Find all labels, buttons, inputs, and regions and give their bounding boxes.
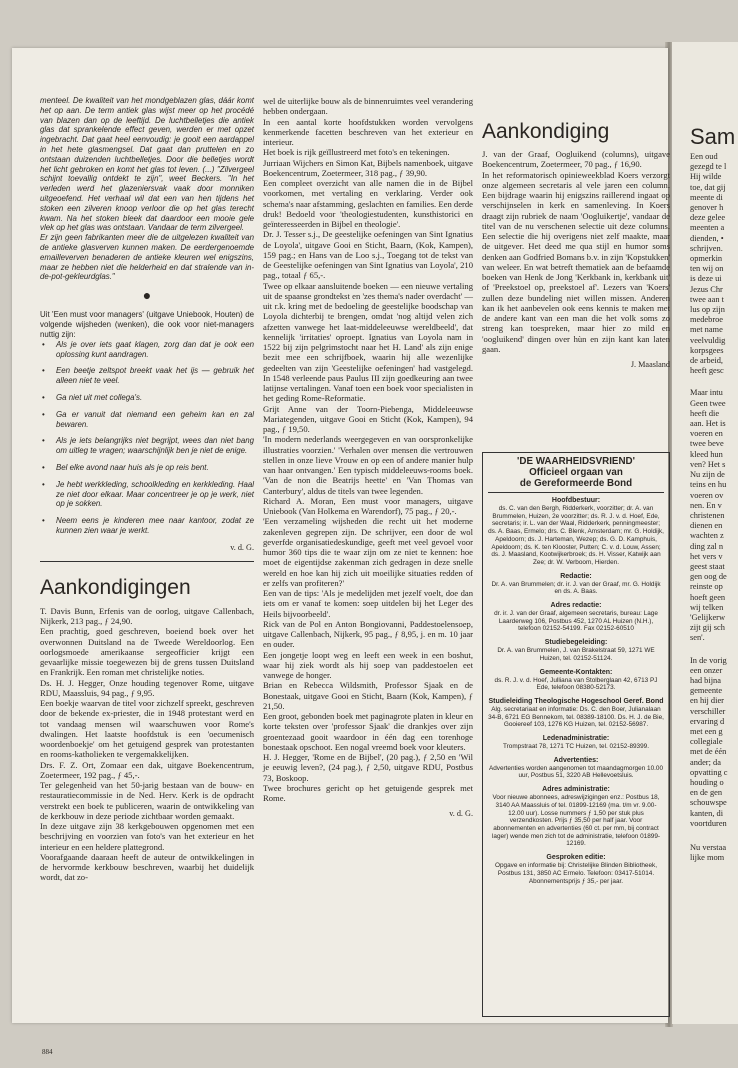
signature: v. d. G. <box>230 542 254 552</box>
tip-item: • Ga er vanuit dat niemand een geheim kan en zal bewaren. <box>40 410 254 430</box>
right-text-line: ven? Het s <box>690 459 726 469</box>
right-text-line: ten wij on <box>690 264 724 274</box>
colophon-section <box>488 853 664 885</box>
paragraph: In deze uitgave zijn 38 kerkgebouwen opgenomen met een beschrijving en voorzien van foto's van het exterieur en het interieur en een heldere plattegrond. <box>40 821 254 852</box>
right-text-block <box>690 656 727 829</box>
paragraph: 'In modern nederlands weergegeven en van oorspronkelijke illustraties voorzien.' 'Verhalen over mensen die vertrouwen stellen in onze lieve Vrouw en op een of andere manier hulp van haar ontvangen.' Een typisch middeleeuws-rooms boek. 'Van de non die Beatrijs heette' en 'Van Thomas van Canterbury', aldus de titels van twee legenden. <box>263 434 473 496</box>
page-number: 884 <box>42 1048 53 1056</box>
colophon-section-head: Redactie: <box>560 572 592 580</box>
signature: v. d. G. <box>449 809 473 819</box>
right-text-line: wachten z <box>690 531 724 541</box>
glass-article-text-2: Er zijn geen fabrikanten meer die de uitgelezen kwaliteit van de antieke glasverven kunnen maken. De eerdergenoemde emailleverven benaderen de antieke kleuren wel enigszins, maar ze hebben niet die helderheid en dat stralende van in-de-pot-gekleurdglas." <box>40 233 254 282</box>
right-text-line: had bijna <box>690 675 721 685</box>
colophon-section <box>488 496 664 567</box>
right-text-line: ervaring d <box>690 716 725 726</box>
right-page-text <box>690 152 727 863</box>
right-text-line: verschiller <box>690 706 726 716</box>
right-text-line: en de gen <box>690 788 723 798</box>
colophon-section <box>488 697 664 729</box>
colophon-section-head: Hoofdbestuur: <box>551 497 601 504</box>
colophon-section <box>488 601 664 633</box>
right-text-block <box>690 843 727 863</box>
right-text-line: nen. En v <box>690 500 722 510</box>
right-text-line: het vers v <box>690 551 723 561</box>
right-text-line: schrijven. <box>690 243 723 253</box>
right-text-block <box>690 152 727 376</box>
section-heading: Aankondigingen <box>40 575 191 599</box>
colophon-section <box>488 572 664 596</box>
right-text-line: opmerkin <box>690 254 723 264</box>
right-text-line: sen'. <box>690 633 705 643</box>
colophon-section-text: Advertenties worden aangenomen tot maandagmorgen 10.00 uur, Postbus 51, 3220 AB Hellevoetsluis. <box>488 764 664 780</box>
right-text-line: Hij wilde <box>690 172 722 182</box>
paragraph: J. van der Graaf, Oogluikend (columns), uitgave Boekencentrum, Zoetermeer, 70 pag., ƒ 16,90. <box>482 149 670 170</box>
right-text-line: teins en hu <box>690 480 727 490</box>
colophon-section-head: Adres administratie: <box>542 786 610 794</box>
paragraph: Een van de tips: 'Als je medelijden met jezelf voelt, doe dan iets om er vanaf te komen: soep uitdelen bij het Leger des Heils bijvoorbeeld'. <box>263 588 473 619</box>
right-text-line: gemeente <box>690 686 723 696</box>
paragraph: Het boek is rijk geïllustreerd met foto's en tekeningen. <box>263 147 450 158</box>
tip-item: • Bel elke avond naar huis als je op reis bent. <box>40 463 254 473</box>
colophon-section <box>488 668 664 692</box>
paragraph: In een aantal korte hoofdstukken worden vervolgens kenmerkende facetten beschreven van het exterieur en interieur. <box>263 116 473 147</box>
paragraph: In het reformatorisch opinieweekblad Koers verzorgt onze algemeen secretaris al vele jaren een column. Een bijdrage waarin hij enigszins raillerend ingaat op verschijnselen in kerk en samenleving. In Koers draagt zijn rubriek de naam 'Oogluikertje', vandaar de titel van de nu verschenen selectie uit deze columns. Een selectie die hij overigens niet zelf maakte, maar de uitgever. Het deed me qua stijl en humor soms denken aan Godfried Bomans b.v. in zijn 'Kopstukken' van weleer. En wat betreft thematiek aan de befaamde boeken van Henk de Jong 'Kerkbank in, kerkbank uit' of 'Preekstoel op, preekstoel af'. Lezers van 'Koers' zullen deze bundeling niet willen missen. Anderen kan ik het aanbevelen ook eens kennis te maken met de andere kant van een man die het volk soms zo streng kan toespreken, maar hier zo mild en 'oogluikend' dingen over hùn en zijn kant kan laten gaan. <box>482 169 670 354</box>
paragraph: Brian en Rebecca Wildsmith, Professor Sjaak en de Bonestaak, uitgave Gooi en Sticht, Baarn (Kok, Kampen), ƒ 21,50. <box>263 680 473 711</box>
colophon-title: 'DE WAARHEIDSVRIEND' <box>517 456 635 467</box>
right-text-line: voeren en <box>690 429 723 439</box>
paragraph: Twee op elkaar aansluitende boeken — een nieuwe vertaling uit de spaanse grondtekst en 'zes thema's nader overdacht' — uit r.k. kring met de bedoeling de geestelijke boodschap van Loyola dichterbij te brengen, omdat 'nog altijd velen zich afzetten vanwege het laat-middeleeuwse wereldbeeld', dat kennelijk 'irritaties' oproept. Ignatius van Loyola nam in 1522 bij zijn pelgrimstocht naar het H. Land' als zijn enige bezit mee een schrijfboek, waarin hij alle wezenlijke gedeelten van zijn 'Geestelijke oefeningen' had vastgelegd. In 1548 verleende paus Paulus III zijn goedkeuring aan twee latijnse vertalingen. Vanaf toen een boek voor specialisten in het geding Rome-Reformatie. <box>263 280 473 404</box>
colophon-subtitle: de Gereformeerde Bond <box>519 478 633 489</box>
paragraph: T. Davis Bunn, Erfenis van de oorlog, uitgave Callenbach, Nijkerk, 213 pag., ƒ 24,90. <box>40 605 254 627</box>
paragraph: Een groot, gebonden boek met paginagrote platen in kleur en korte teksten over 'professor Sjaak' die drankjes over zijn groentezaad gooit waardoor in één dag een torenhoge bonestaak opschoot. Een nogal vreemd boek voor kleuters. <box>263 711 474 752</box>
right-text-line: deze gelee <box>690 213 726 223</box>
right-text-line: voortduren <box>690 818 727 828</box>
colophon-box <box>482 452 670 1017</box>
colophon-section <box>488 756 664 780</box>
paragraph: Dr. J. Tesser s.j., De geestelijke oefeningen van Sint Ignatius de Loyola', uitgave Gooi en Sticht, Baarn, (Kok, Kampen), 159 pag.; en Hans van de Loo s.j., Toegang tot de tekst van de Geestelijke oefeningen van Sint Ignatius van Loyola', 210 pag., totaal ƒ 65,-. <box>263 229 473 281</box>
paragraph: Een jongetje loopt weg en leeft een week in een boshut, waar hij ziek wordt als hij soep van paddestoelen eet vanwege de honger. <box>263 649 473 680</box>
managers-tips-list <box>40 340 254 536</box>
right-text-line: voeren ov <box>690 490 724 500</box>
right-text-line: In de vorig <box>690 655 727 665</box>
right-text-line: lus op zijn <box>690 305 725 315</box>
right-text-line: Jezus Chr <box>690 284 723 294</box>
right-text-line: collegiale <box>690 737 723 747</box>
right-text-line: met name <box>690 325 723 335</box>
right-text-line: Maar intu <box>690 388 723 398</box>
right-text-line: is deze ui <box>690 274 722 284</box>
colophon-section-text: Dr. A. van Brummelen, J. van Brakelstraat 59, 1271 WE Huizen, tel. 02152-51124. <box>497 647 655 662</box>
paragraph: Ter gelegenheid van het 50-jarig bestaan van de bouw- en restauratiecommissie in de Ned. Herv. Kerk is de opdracht verstrekt een boek te publiceren, waarin de ontwikkeling van de kerkbouw in deze periode zichtbaar worden gemaakt. <box>40 780 254 821</box>
paragraph: Drs. F. Z. Ort, Zomaar een dak, uitgave Boekencentrum, Zoetermeer, 192 pag., ƒ 45,-. <box>40 759 254 780</box>
colophon-section-text: ds. R. J. v. d. Hoef, Julliana van Stolberglaan 42, 6713 PJ Ede, telefoon 08380-52173. <box>494 676 658 692</box>
colophon-section-text: Trompstraat 78, 1271 TC Huizen, tel. 02152-89399. <box>502 743 649 751</box>
tip-item: • Als je over iets gaat klagen, zorg dan dat je ook een oplossing kunt aandragen. <box>40 340 254 360</box>
colophon-section-head: Gesproken editie: <box>546 854 606 862</box>
paragraph: H. J. Hegger, 'Rome en de Bijbel', (20 pag.), ƒ 2,50 en 'Wil je eeuwig leven?, (24 pag.), ƒ 2,50, uitgave RDU, Postbus 73, Boskoop. <box>263 752 473 783</box>
paragraph: Voorafgaande daaraan heeft de auteur de ontwikkelingen in de hervormde kerkbouw beschreven, waarbij het duidelijk wordt, dat zo- <box>40 851 254 883</box>
left-page <box>12 48 670 1056</box>
colophon-section-text: Dr. A. van Brummelen; dr. ir. J. van der Graaf, mr. G. Holdijk en ds. A. Baas. <box>491 580 661 596</box>
right-page <box>672 42 738 1024</box>
section-heading: Aankondiging <box>482 120 610 143</box>
tip-item: • Ga niet uit met collega's. <box>40 393 254 403</box>
colophon-section-head: Studieleiding Theologische Hogeschool Geref. Bond <box>488 697 664 705</box>
right-text-line: medebroe <box>690 315 724 325</box>
colophon-section-head: Adres redactie: <box>550 602 602 610</box>
right-text-line: gen oog de <box>690 572 727 582</box>
right-text-line: dienden, • <box>690 233 724 243</box>
right-text-line: lijke mom <box>690 853 725 863</box>
paragraph: Grijt Anne van der Toorn-Piebenga, Middeleeuwse Mariategenden, uitgave Gooi en Sticht (Kok, Kampen), 94 pag., ƒ 19,50. <box>263 403 473 434</box>
right-text-line: ander; da <box>690 757 721 767</box>
glass-article-text: menteel. De kwaliteit van het mondgeblazen glas, dáár komt het op aan. De term antiek glas wijst meer op het procédé van blazen dan op de leeftijd. De luchtbelletjes die antiek glas dat sprankelende effect geven, werden er met opzet ingebracht. Dat gaat heel eenvoudig: je gooit een aardappel in het hete glasmengsel. Dat gaat dan pruttelen en zo ontstaan duizenden luchtbelletjes. Door die belletjes wordt het licht gebroken en komt het glas tot leven. (...) "Zilvergeel schijnt toevallig ontdekt te zijn", weet Beckers. "In het verleden werd het glazeniersvak vaak door monniken uitgeoefend. Het verhaal wil dat een van hen tijdens het stoken een zilveren knoop verloor die op het glas terecht kwam. Na het stoken bleek dat daardoor een mooie gele vlek op het glas was ontstaan. Vandaar de term zilvergeel. <box>40 96 254 233</box>
column-3 <box>482 120 670 370</box>
colophon-section-text: ds. C. van den Bergh, Ridderkerk, voorzitter; dr. A. van Brummelen, Huizen, 2e voorzitter; ds. R. J. v. d. Hoef, Ede, secretaris; ir. L. van der Waal, Ridderkerk, penningmeester; ds. A. Baas, Ermelo; drs. C. Blenk, Amsterdam; mr. G. Holdijk, Apeldoorn; ds. J. Harteman, Wezep; ds. G. D. Kamphuis, Apeldoorn; ds. K. ten Klooster, Putten; C. v. d. Louw, Assen; ds. J. Maasland, Kootwijkerbroek; ds. H. Visser, Katwijk aan Zee; dr. W. Verboom, Hierden. <box>488 505 664 566</box>
right-text-line: houding o <box>690 777 724 787</box>
paragraph: wel de uiterlijke bouw als de binnenruimtes veel verandering hebben ondergaan. <box>263 96 474 117</box>
right-text-line: meente di <box>690 192 723 202</box>
right-text-line: dienen en <box>690 521 723 531</box>
right-text-line: meenten a <box>690 223 725 233</box>
right-text-line: schouwspe <box>690 798 727 808</box>
right-text-line: zijt gij sch <box>690 623 725 633</box>
tip-item: • Neem eens je kinderen mee naar kantoor, zodat ze kunnen zien waar je werkt. <box>40 516 254 536</box>
tip-item: • Als je iets belangrijks niet begrijpt, wees dan niet bang om uitleg te vragen; waarschijnlijk ben je niet de enige. <box>40 436 254 456</box>
right-text-line: genover h <box>690 203 724 213</box>
managers-intro: Uit 'Een must voor managers' (uitgave Uniebook, Houten) de volgende wijsheden (wenken), die ook voor niet-managers nuttig zijn: <box>40 310 254 339</box>
right-text-line: kleed hun <box>690 449 723 459</box>
column-1 <box>40 96 254 883</box>
right-text-line: heeft die <box>690 408 720 418</box>
right-text-line: korpsgees <box>690 345 724 355</box>
section-separator-dot: ● <box>142 289 152 305</box>
right-text-line: heeft gesc <box>690 366 724 376</box>
right-text-line: ding zal n <box>690 541 724 551</box>
right-text-line: veelvuldig <box>690 335 726 345</box>
right-text-line: opvatting c <box>690 767 728 777</box>
colophon-section <box>488 638 664 662</box>
right-text-line: christenen <box>690 510 725 520</box>
right-text-line: Nu verstaa <box>690 843 727 852</box>
right-text-line: geest staat <box>690 561 725 571</box>
tip-item: • Een beetje zeltspot breekt vaak het ijs — gebruik het alleen niet te veel. <box>40 366 254 386</box>
right-text-line: twee beve <box>690 439 724 449</box>
right-text-line: Nu zijn de <box>690 470 725 480</box>
paragraph: Een boekje waarvan de titel voor zichzelf spreekt, geschreven door de bekende ex-priester, die in 1948 protestant werd en tot vandaag mensen wil waarschuwen voor Rome's dwalingen. Het laatste hoofdstuk is een 'oecumenisch woordenboekje' om het getuigend gesprek van protestanten en rooms-katholieken te vergemakkelijken. <box>40 698 254 760</box>
tip-item: • Je hebt werkkleding, schoolkleding en kerkkleding. Haal ze niet door elkaar. Maar concentreer je op je werk, niet op je sokken. <box>40 480 254 509</box>
right-text-line: wij telken <box>690 602 724 612</box>
paragraph: Rick van de Pol en Anton Bongiovanni, Paddestoelensoep, uitgave Callenbach, Nijkerk, 95 pag., ƒ 8,95, j. en m. 10 jaar en ouder. <box>263 618 473 650</box>
right-text-line: twee aan t <box>690 294 724 304</box>
signature: J. Maasland <box>630 360 670 369</box>
right-text-line: kanten, di <box>690 808 724 818</box>
right-page-heading: Sam <box>690 124 736 149</box>
right-text-line: gezegd te l <box>690 162 727 172</box>
colophon-section-head: Studiebegeleiding: <box>544 639 608 647</box>
right-text-line: met de één <box>690 747 727 757</box>
divider <box>40 561 254 562</box>
right-text-line: de arbeid, <box>690 356 724 366</box>
right-text-line: 'Gelijkerw <box>690 612 725 622</box>
right-text-line: met een g <box>690 726 723 736</box>
paragraph: Een prachtig, goed geschreven, boeiend boek over het overwonnen Duitsland na de Tweede Wereldoorlog. Een oorlogsmoede amerikaanse sergeofficier krijgt een gevaarlijke missie toegewezen bij de grens tussen Duitsland en Frankrijk. Een roman met christelijke noties. <box>40 626 254 678</box>
colophon-section <box>488 734 664 751</box>
colophon-section <box>488 785 664 848</box>
right-text-line: reinste op <box>690 582 723 592</box>
colophon-section-text: dr. ir. J. van der Graaf, algemeen secretaris, bureau: Lage Laarderweg 106, Postbus 452, 1270 AL Huizen (N.H.), telefoon 02152-54199. Fax 02152-60510 <box>494 610 658 633</box>
colophon-subtitle: Officieel orgaan van <box>529 467 623 478</box>
divider <box>488 492 664 493</box>
colophon-section-head: Gemeente-Kontakten: <box>539 668 613 676</box>
colophon-section-text: Alg. secretariaat en informatie: Ds. C. den Boer, Julianalaan 34-B, 6721 EG Bennekom, tel. 08389-18100. Ds. H. J. de Bie, Gooiereef 103, 1276 KG Huizen, tel. 02152-56987. <box>488 705 664 729</box>
column-2 <box>263 96 473 820</box>
right-text-line: Geen twee <box>690 398 726 408</box>
paragraph: Richard A. Moran, Een must voor managers, uitgave Uniebook (Van Holkema en Warendorf), 75 pag., ƒ 20,-. <box>263 495 473 516</box>
paragraph: Jurriaan Wijchers en Simon Kat, Bijbels namenboek, uitgave Boekencentrum, Zoetermeer, 318 pag., ƒ 39,90. <box>263 157 473 178</box>
right-text-line: toe, dat gij <box>690 182 726 192</box>
colophon-section-head: Advertenties: <box>553 756 599 764</box>
right-text-line: Een oud <box>690 152 718 161</box>
right-text-line: en hij dier <box>690 696 724 706</box>
colophon-section-head: Ledenadministratie: <box>542 735 610 743</box>
right-text-line: een onzer <box>690 665 723 675</box>
paragraph: Ds. H. J. Hegger, Onze houding tegenover Rome, uitgave RDU, Maassluis, 94 pag., ƒ 9,95. <box>40 677 254 698</box>
colophon-section-text: Voor nieuwe abonnees, adreswijzigingen enz.: Postbus 18, 3140 AA Maassluis of tel. 01899-12169 (ma. t/m vr. 9.00-12.00 uur). Losse nummers ƒ 1,50 per stuk plus verzendkosten. Prijs ƒ 35,50 per half jaar. Voor abonnementen en advertenties (60 ct. per mm, bij contract lager) wende men zich tot de administratie, telefoon 01899-12169. <box>491 794 661 848</box>
colophon-section-text: Opgave en informatie bij: Christelijke Blinden Bibliotheek, Postbus 131, 3850 AC Ermelo. Telefoon: 03417-51014. Abonnementsprijs ƒ 35,- per jaar. <box>495 862 657 885</box>
paragraph: Een compleet overzicht van alle namen die in de Bijbel voorkomen, met vertaling en verklaring. Verder ook schema's naar afstamming, geslachten en families. Een derde druk! Bedoeld voor 'theologiestudenten, kunsthistorici en geïnteresseerden in Bijbel en theologie'. <box>263 178 473 229</box>
right-text-line: hoeft geen <box>690 592 726 602</box>
right-text-block <box>690 388 727 643</box>
paragraph: Twee brochures gericht op het getuigende gesprek met Rome. <box>263 782 473 803</box>
right-text-line: aan. Het is <box>690 419 726 429</box>
paragraph: 'Een verzameling wijsheden die recht uit het moderne zakenleven gegrepen zijn. De schrijver, een door de wol geverfde organisatiedeskundige, geeft met veel gevoel voor humor 360 tips die te waar zijn om ze niet te kennen: hoe moet de eigentijdse zakenman zich gedragen in deze snelle wereld en hoe kan hij zich uit moeilijke situaties redden of er zelfs van profiteren?' <box>263 516 473 588</box>
